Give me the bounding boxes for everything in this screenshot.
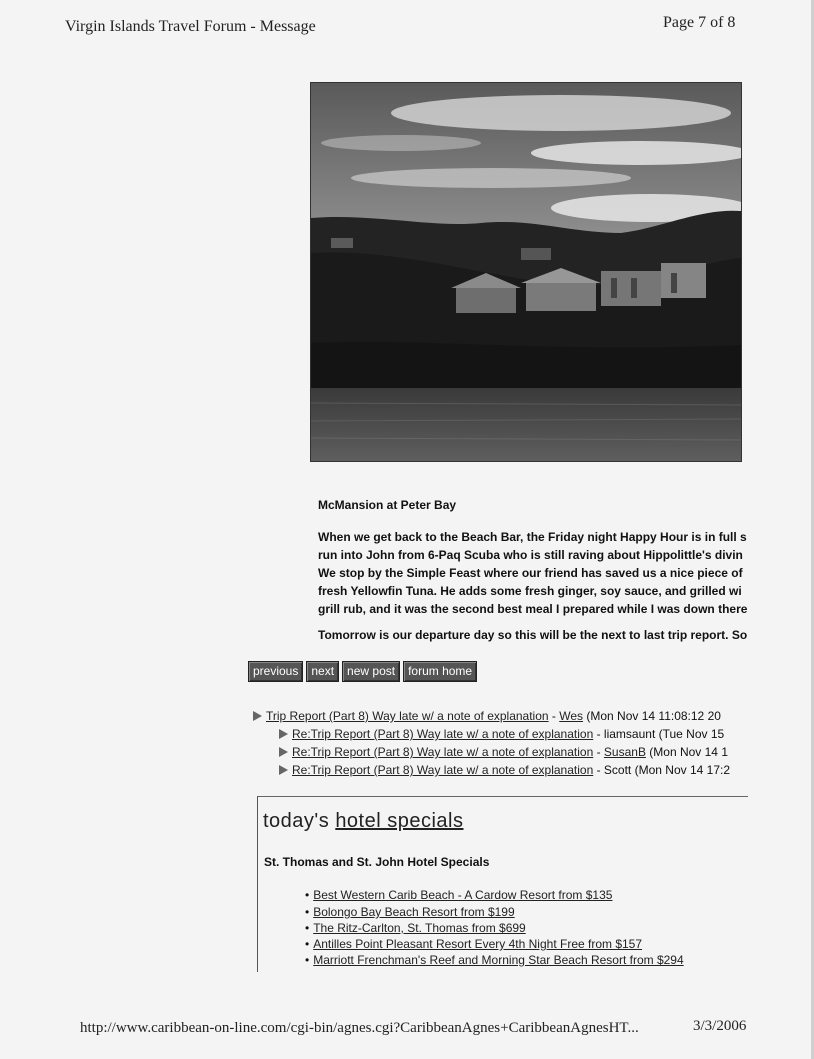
deal-link[interactable]: Best Western Carib Beach - A Cardow Resort from $135 [313,888,613,902]
body-line: When we get back to the Beach Bar, the Friday night Happy Hour is in full s [318,530,747,544]
thread-arrow-icon [253,711,262,721]
body-line: We stop by the Simple Feast where our friend has saved us a nice piece of [318,566,743,580]
hotel-specials-prefix: today's [263,810,330,832]
thread-author[interactable]: SusanB [603,745,646,759]
bullet-icon: • [305,921,310,935]
thread-author[interactable]: Wes [559,709,584,723]
thread-meta: (Mon Nov 14 1 [645,745,728,759]
thread-separator: - [593,745,604,759]
next-button[interactable]: next [306,661,339,682]
thread-meta: (Mon Nov 14 17:2 [631,763,730,777]
thread-separator: - [593,727,604,741]
thread-arrow-icon [279,747,288,757]
thread-arrow-icon [279,729,288,739]
footer-date: 3/3/2006 [693,1018,747,1034]
thread-item [279,726,748,742]
thread-link[interactable]: Re:Trip Report (Part 8) Way late w/ a note of explanation [292,763,594,777]
bullet-icon: • [305,937,310,951]
message-nav-buttons [248,661,477,682]
thread-arrow-icon [279,765,288,775]
deal-link[interactable]: The Ritz-Carlton, St. Thomas from $699 [313,921,526,935]
thread-item [279,744,748,760]
page-header-title: Virgin Islands Travel Forum - Message [65,18,316,35]
closing-line: Tomorrow is our departure day so this will be the next to last trip report. So [318,628,748,642]
footer-url: http://www.caribbean-on-line.com/cgi-bin/agnes.cgi?CaribbeanAgnes+CaribbeanAgnesHT... [80,1020,639,1036]
deal-item [305,921,526,935]
thread-separator: - [593,763,604,777]
thread-link[interactable]: Re:Trip Report (Part 8) Way late w/ a note of explanation [292,745,594,759]
photo-caption: McMansion at Peter Bay [318,498,457,512]
bullet-icon: • [305,888,310,902]
hotel-specials-subtitle: St. Thomas and St. John Hotel Specials [264,855,490,869]
thread-item [253,708,748,724]
deal-item [305,905,515,919]
thread-link[interactable]: Trip Report (Part 8) Way late w/ a note of explanation [266,709,549,723]
photo-image [311,83,741,461]
thread-meta: (Mon Nov 14 11:08:12 20 [583,709,721,723]
deal-item [305,937,642,951]
previous-button[interactable]: previous [248,661,303,682]
body-line: run into John from 6-Paq Scuba who is still raving about Hippolittle's divin [318,548,743,562]
thread-item [279,762,748,778]
thread-meta: (Tue Nov 15 [655,727,725,741]
bullet-icon: • [305,953,310,967]
body-line: grill rub, and it was the second best meal I prepared while I was down there [318,602,748,616]
deal-item [305,953,684,967]
bullet-icon: • [305,905,310,919]
thread-link[interactable]: Re:Trip Report (Part 8) Way late w/ a note of explanation [292,727,594,741]
deal-item [305,888,612,902]
thread-author: Scott [603,763,632,777]
forum-home-button[interactable]: forum home [403,661,477,682]
hotel-specials-title [263,810,464,833]
deal-link[interactable]: Antilles Point Pleasant Resort Every 4th Night Free from $157 [313,937,643,951]
body-line: fresh Yellowfin Tuna. He adds some fresh ginger, soy sauce, and grilled wi [318,584,742,598]
hotel-specials-link[interactable]: hotel specials [335,810,464,832]
page-number: Page 7 of 8 [663,14,736,31]
new-post-button[interactable]: new post [342,661,400,682]
deal-link[interactable]: Marriott Frenchman's Reef and Morning Star Beach Resort from $294 [313,953,684,967]
message-photo [310,82,742,462]
deal-link[interactable]: Bolongo Bay Beach Resort from $199 [313,905,515,919]
thread-separator: - [548,709,560,723]
thread-author: liamsaunt [603,727,656,741]
